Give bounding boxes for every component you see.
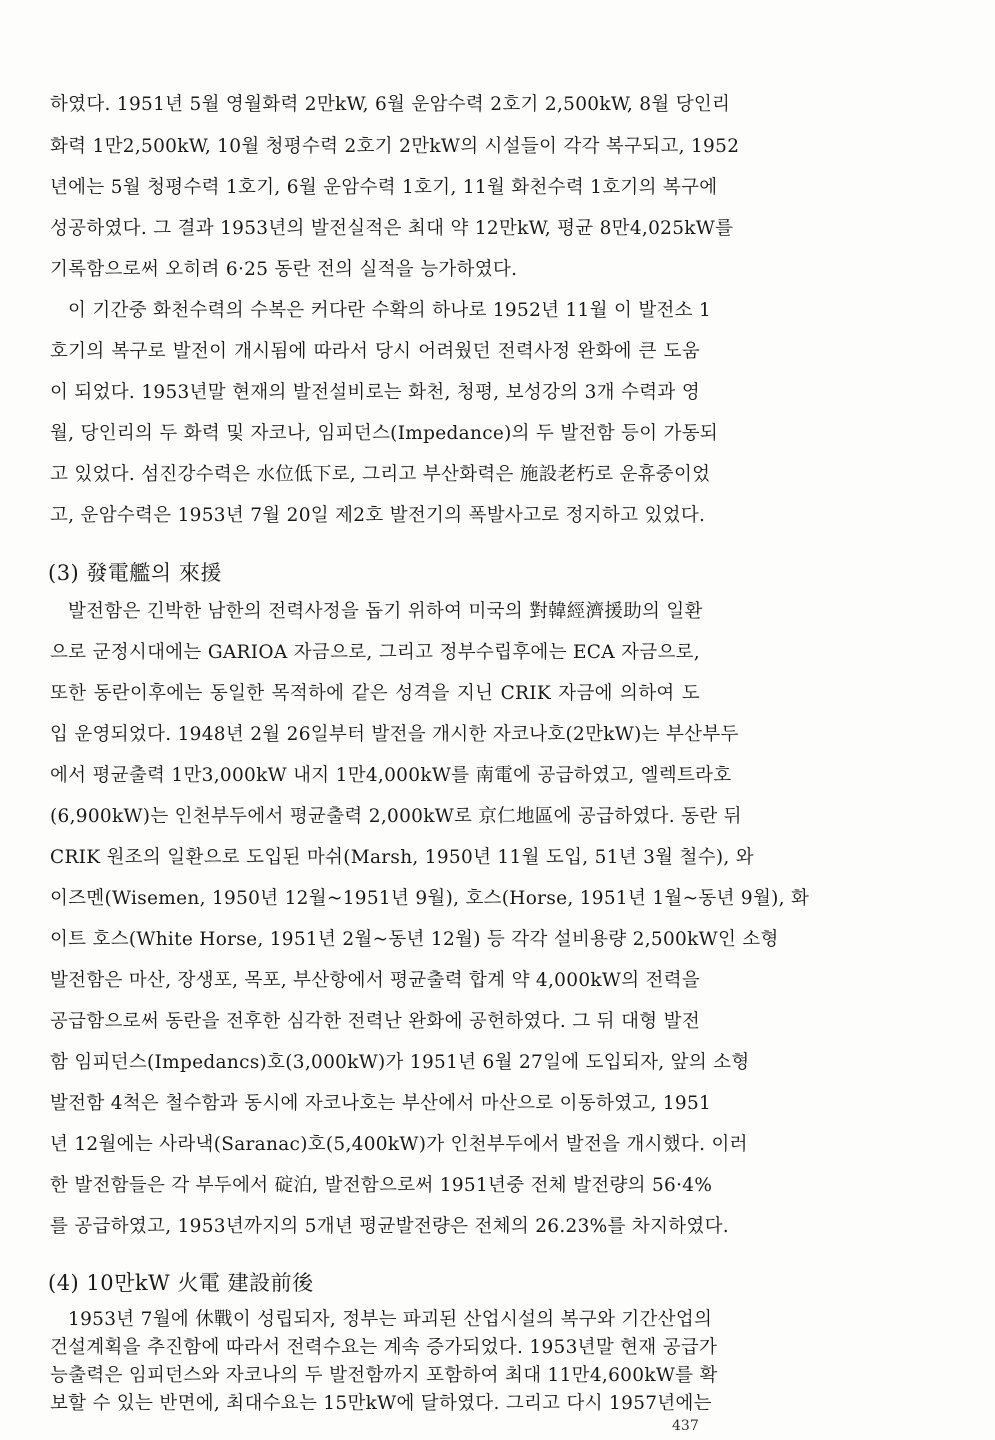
text-line: 성공하였다. 그 결과 1953년의 발전실적은 최대 약 12만kW, 평균 8만4,025kW를 [50,218,734,239]
text-line: 하였다. 1951년 5월 영월화력 2만kW, 6월 운암수력 2호기 2,500kW, 8월 당인리 [50,94,731,115]
text-line: 발전함은 긴박한 남한의 전력사정을 돕기 위하여 미국의 對韓經濟援助의 일환 [68,601,703,622]
text-line: 1953년 7월에 休戰이 성립되자, 정부는 파괴된 산업시설의 복구와 기간산업의 [68,1309,713,1330]
text-line: 를 공급하였고, 1953년까지의 5개년 평균발전량은 전체의 26.23%를 차지하였다. [50,1216,729,1237]
text-line: 또한 동란이후에는 동일한 목적하에 같은 성격을 지닌 CRIK 자금에 의하여 도 [50,683,700,704]
text-line: 능출력은 임피던스와 자코나의 두 발전함까지 포함하여 최대 11만4,600kW를 확 [50,1365,718,1386]
text-line: 년 12월에는 사라낵(Saranac)호(5,400kW)가 인천부두에서 발전을 개시했다. 이러 [50,1134,748,1155]
text-line: 이즈멘(Wisemen, 1950년 12월~1951년 9월), 호스(Horse, 1951년 1월~동년 9월), 화 [50,888,810,909]
text-line: 이 되었다. 1953년말 현재의 발전설비로는 화천, 청평, 보성강의 3개 수력과 영 [50,382,700,403]
text-line: 한 발전함들은 각 부두에서 碇泊, 발전함으로써 1951년중 전체 발전량의 56·4% [50,1175,713,1196]
text-line: 기록함으로써 오히려 6·25 동란 전의 실적을 능가하였다. [50,259,518,280]
text-line: 함 임피던스(Impedancs)호(3,000kW)가 1951년 6월 27일에 도입되자, 앞의 소형 [50,1052,750,1073]
text-line: 공급함으로써 동란을 전후한 심각한 전력난 완화에 공헌하였다. 그 뒤 대형 발전 [50,1011,700,1032]
text-line: 화력 1만2,500kW, 10월 청평수력 2호기 2만kW의 시설들이 각각 복구되고, 1952 [50,136,740,157]
text-line: (6,900kW)는 인천부두에서 평균출력 2,000kW로 京仁地區에 공급하였다. 동란 뒤 [50,806,742,827]
text-line: 입 운영되었다. 1948년 2월 26일부터 발전을 개시한 자코나호(2만kW)는 부산부두 [50,724,739,745]
text-line: 호기의 복구로 발전이 개시됨에 따라서 당시 어려웠던 전력사정 완화에 큰 도움 [50,341,700,362]
text-line: 고 있었다. 섬진강수력은 水位低下로, 그리고 부산화력은 施設老朽로 운휴중이었 [50,464,711,485]
text-line: CRIK 원조의 일환으로 도입된 마쉬(Marsh, 1950년 11월 도입, 51년 3월 철수), 와 [50,847,754,868]
text-line: 이 기간중 화천수력의 수복은 커다란 수확의 하나로 1952년 11월 이 발전소 1 [68,300,712,321]
text-line: 이트 호스(White Horse, 1951년 2월~동년 12월) 등 각각 설비용량 2,500kW인 소형 [50,929,779,950]
page-number: 437 [672,1418,699,1434]
text-line: 보할 수 있는 반면에, 최대수요는 15만kW에 달하였다. 그리고 다시 1957년에는 [50,1393,712,1414]
text-line: 고, 운암수력은 1953년 7월 20일 제2호 발전기의 폭발사고로 정지하고 있었다. [50,505,706,526]
text-line: 건설계획을 추진함에 따라서 전력수요는 계속 증가되었다. 1953년말 현재 공급가 [50,1337,718,1358]
text-line: 월, 당인리의 두 화력 및 자코나, 임피던스(Impedance)의 두 발전함 등이 가동되 [50,423,719,444]
text-line: 발전함은 마산, 장생포, 목포, 부산항에서 평균출력 합계 약 4,000kW의 전력을 [50,970,701,991]
section-4-heading: (4) 10만kW 火電 建設前後 [48,1271,314,1295]
text-line: 발전함 4척은 철수함과 동시에 자코나호는 부산에서 마산으로 이동하였고, 1951 [50,1093,712,1114]
text-line: 년에는 5월 청평수력 1호기, 6월 운암수력 1호기, 11월 화천수력 1호기의 복구에 [50,177,718,198]
text-line: 으로 군정시대에는 GARIOA 자금으로, 그리고 정부수립후에는 ECA 자금으로, [50,642,700,663]
section-3-heading: (3) 發電艦의 來援 [48,561,222,585]
text-line: 에서 평균출력 1만3,000kW 내지 1만4,000kW를 南電에 공급하였고, 엘렉트라호 [50,765,732,786]
